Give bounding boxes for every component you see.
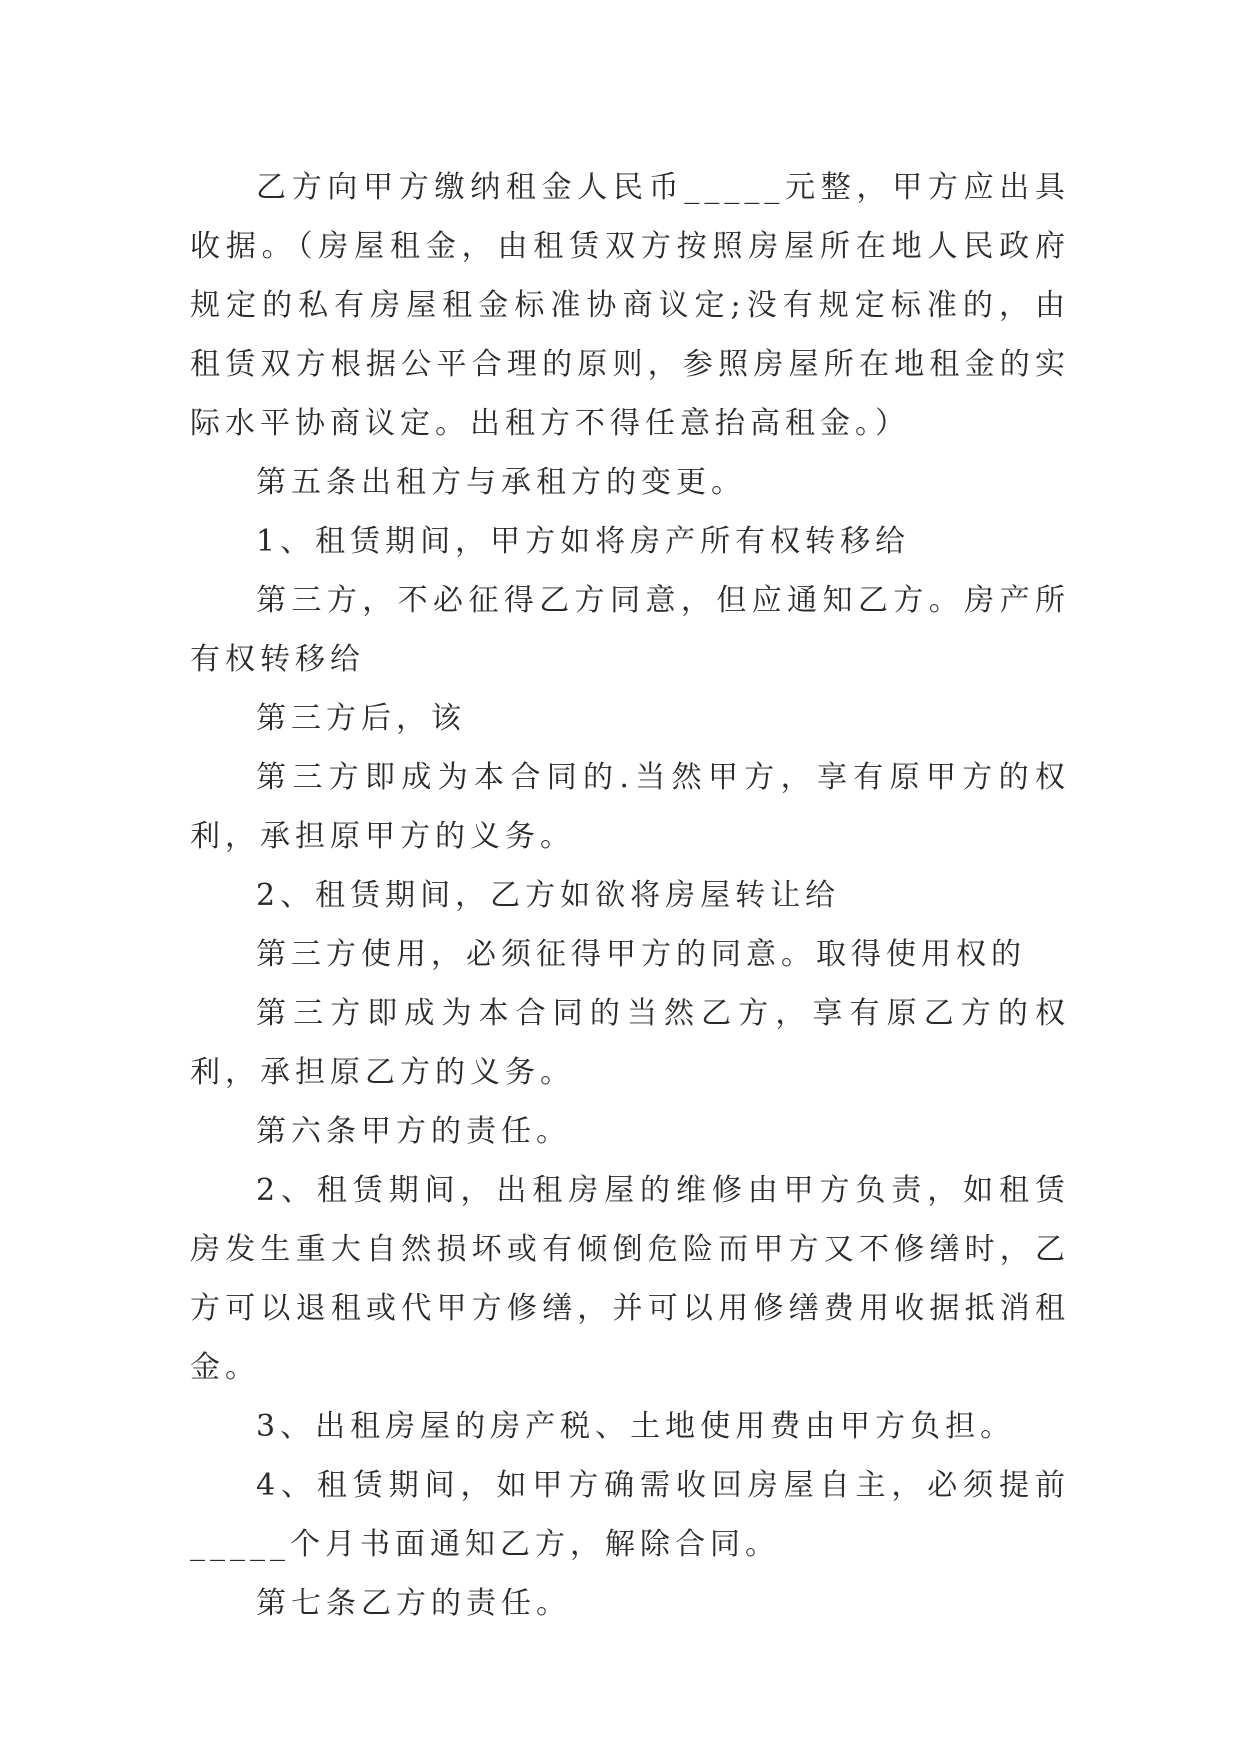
article-5-heading: 第五条出租方与承租方的变更。 bbox=[256, 465, 746, 500]
paragraph-5-2: 2、租赁期间，乙方如欲将房屋转让给 bbox=[256, 878, 841, 913]
paragraph-5-2-cont-2: 第三方即成为本合同的当然乙方，享有原乙方的权利，承担原乙方的义务。 bbox=[190, 996, 1070, 1090]
paragraph-5-1-cont: 第三方，不必征得乙方同意，但应通知乙方。房产所有权转移给 bbox=[190, 583, 1070, 677]
document-body bbox=[190, 158, 1070, 1633]
paragraph-5-1-cont-3: 第三方即成为本合同的.当然甲方，享有原甲方的权利，承担原甲方的义务。 bbox=[190, 760, 1070, 854]
paragraph-5-1-cont-2: 第三方后，该 bbox=[256, 701, 466, 736]
article-6-heading: 第六条甲方的责任。 bbox=[256, 1114, 571, 1149]
paragraph-6-2: 2、租赁期间，出租房屋的维修由甲方负责，如租赁房发生重大自然损坏或有倾倒危险而甲方又不修缮时，乙方可以退租或代甲方修缮，并可以用修缮费用收据抵消租金。 bbox=[190, 1173, 1070, 1385]
paragraph-6-4: 4、租赁期间，如甲方确需收回房屋自主，必须提前_____个月书面通知乙方，解除合同。 bbox=[190, 1468, 1070, 1562]
paragraph-5-1: 1、租赁期间，甲方如将房产所有权转移给 bbox=[256, 524, 911, 559]
paragraph-5-2-cont: 第三方使用，必须征得甲方的同意。取得使用权的 bbox=[256, 937, 1026, 972]
paragraph-rent-payment: 乙方向甲方缴纳租金人民币_____元整，甲方应出具收据。（房屋租金，由租赁双方按照房屋所在地人民政府规定的私有房屋租金标准协商议定;没有规定标准的，由租赁双方根据公平合理的原则，参照房屋所在地租金的实际水平协商议定。出租方不得任意抬高租金。） bbox=[190, 170, 1070, 441]
article-7-heading: 第七条乙方的责任。 bbox=[256, 1586, 571, 1621]
paragraph-6-3: 3、出租房屋的房产税、土地使用费由甲方负担。 bbox=[256, 1409, 1016, 1444]
